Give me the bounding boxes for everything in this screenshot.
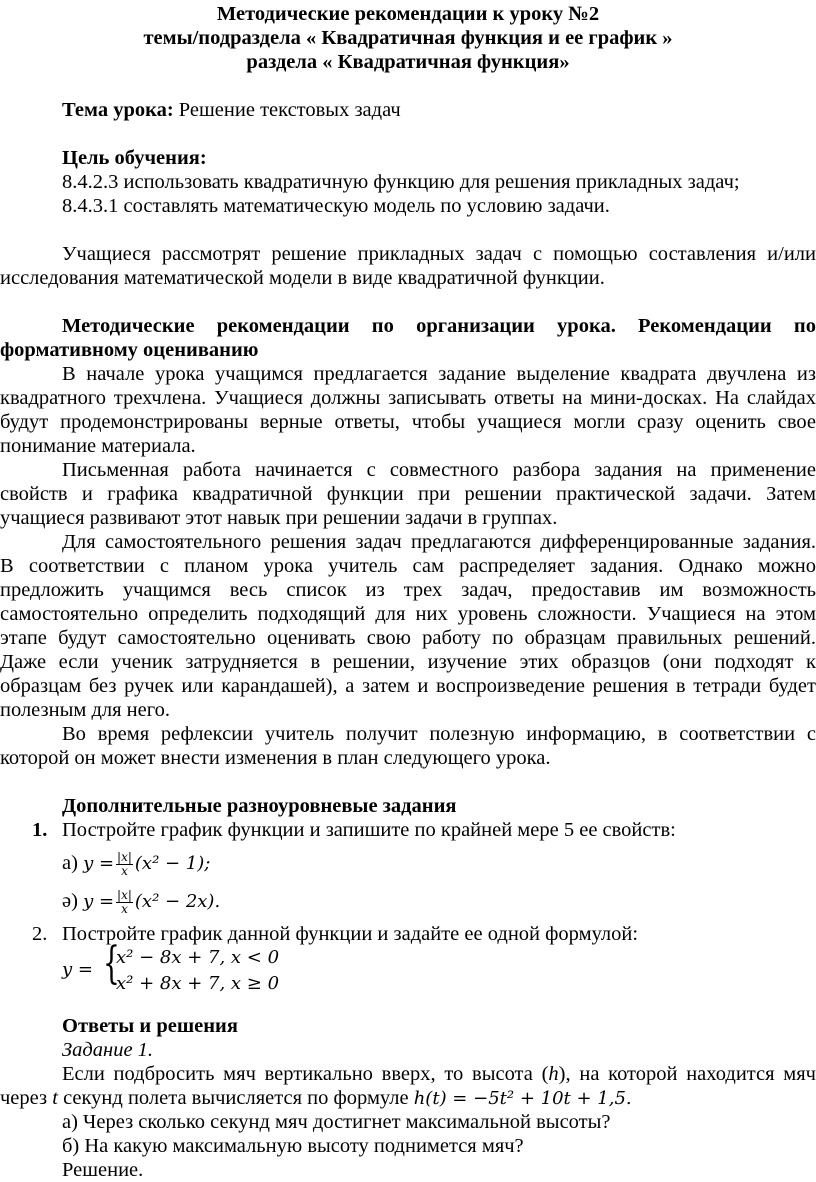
task2-number: 2. — [32, 923, 48, 945]
task1-a-rhs: (x² − 1); — [134, 853, 211, 874]
methods-p2-line: свойств и графика квадратичной функции при решении практической задачи. Затем — [0, 483, 816, 505]
topic-line — [62, 98, 401, 122]
answers-line-1 — [62, 1062, 816, 1086]
methods-p3-line: Для самостоятельного решения задач предлагаются дифференцированные задания. — [62, 531, 816, 553]
task1-a — [62, 846, 210, 881]
methods-p4-line: Во время рефлексии учитель получит полезную информацию, в соответствии с — [62, 723, 816, 745]
methods-p1-line: понимание материала. — [0, 435, 196, 457]
methods-p1-line: В начале урока учащимся предлагается задание выделение квадрата двучлена из — [62, 363, 816, 385]
methods-p2-line: учащиеся развивают этот навык при решении задачи в группах. — [0, 507, 558, 529]
intro-line-2: исследования математической модели в виде квадратичной функции. — [0, 267, 605, 289]
methods-p3-line: полезным для него. — [0, 699, 171, 721]
answers-var-t: t — [52, 1087, 58, 1109]
task1-text: Постройте график функции и запишите по крайней мере 5 ее свойств: — [62, 819, 676, 841]
task2-lhs: y = — [62, 959, 93, 980]
methods-p3-line: этапе будут самостоятельно оценивать свою работу по образцам правильных решений. — [0, 627, 816, 649]
methods-p1-line: будут продемонстрированы верные ответы, чтобы учащиеся могли сразу оценить свое — [0, 411, 816, 433]
answers-line-1-a: Если подбросить мяч вертикально вверх, то высота ( — [62, 1063, 549, 1085]
goal-item-1: 8.4.2.3 использовать квадратичную функцию для решения прикладных задач; — [62, 171, 740, 193]
answers-task-label: Задание 1. — [62, 1039, 154, 1061]
methods-p3-line: образцам без ручек или карандашей), а затем и воспроизведение решения в тетради будет — [0, 675, 816, 697]
left-brace: { — [103, 938, 120, 989]
methods-p3-line: самостоятельно определить подходящий для них уровень сложности. Учащиеся на этом — [0, 603, 816, 625]
task1-a-lhs: y = — [83, 853, 115, 874]
answers-question-b: б) На какую максимальную высоту поднимется мяч? — [62, 1135, 524, 1157]
task1-b — [62, 884, 220, 919]
methods-p3-line: предложить учащимся весь список из трех задач, предоставив им возможность — [0, 579, 816, 601]
answers-line-1-b: ), на которой находится мяч — [558, 1063, 816, 1085]
task2-text: Постройте график данной функции и задайте ее одной формулой: — [62, 923, 639, 945]
goal-item-2: 8.4.3.1 составлять математическую модель по условию задачи. — [62, 195, 610, 217]
answers-line-2-b: секунд полета вычисляется по формуле — [57, 1087, 414, 1109]
answers-var-h: h — [548, 1063, 559, 1085]
answers-title: Ответы и решения — [62, 1015, 238, 1037]
task1-number: 1. — [32, 819, 48, 841]
task1-b-label: ә) — [62, 890, 84, 912]
task2-case-1: x² − 8x + 7, x < 0 — [116, 947, 280, 968]
task1-b-rhs: (x² − 2x). — [134, 891, 221, 912]
answers-line-2-a: через — [0, 1087, 53, 1109]
answers-formula: h(t) = −5t² + 10t + 1,5. — [413, 1088, 632, 1109]
topic-label: Тема урока: — [62, 99, 174, 121]
fraction-numerator: |x| — [117, 887, 132, 902]
answers-question-a: а) Через сколько секунд мяч достигнет максимальной высоты? — [62, 1111, 611, 1133]
methods-p3-line: В соответствии с планом урока учитель сам распределяет задания. Однако можно — [0, 555, 816, 577]
methods-p3-line: Даже если ученик затрудняется в решении, изучение этих образцов (они подходят к — [0, 651, 816, 673]
topic-value: Решение текстовых задач — [173, 99, 401, 121]
task1-a-label: а) — [62, 852, 84, 874]
methods-title-1: Методические рекомендации по организации урока. Рекомендации по — [62, 315, 816, 337]
task1-b-lhs: y = — [83, 891, 115, 912]
fraction — [116, 889, 133, 916]
methods-title-2: формативному оцениванию — [0, 339, 259, 361]
answers-line-2 — [0, 1086, 632, 1111]
methods-p4-line: которой он может внести изменения в план следующего урока. — [0, 747, 551, 769]
goal-label: Цель обучения: — [62, 147, 207, 169]
header-line-1: Методические рекомендации к уроку №2 — [216, 3, 600, 25]
header-line-3: раздела « Квадратичная функция» — [246, 51, 570, 73]
fraction-denominator: x — [121, 901, 128, 916]
fraction-denominator: x — [121, 863, 128, 878]
intro-line-1: Учащиеся рассмотрят решение прикладных задач с помощью составления и/или — [62, 243, 816, 265]
methods-p2-line: Письменная работа начинается с совместного разбора задания на применение — [62, 459, 816, 481]
task2-case-2: x² + 8x + 7, x ≥ 0 — [116, 973, 280, 994]
answers-solution-label: Решение. — [62, 1159, 144, 1181]
fraction — [116, 851, 133, 878]
header-line-2: темы/подраздела « Квадратичная функция и ее график » — [143, 27, 673, 49]
extra-title: Дополнительные разноуровневые задания — [62, 795, 457, 817]
fraction-numerator: |x| — [117, 849, 132, 864]
methods-p1-line: квадратного трехчлена. Учащиеся должны записывать ответы на мини-досках. На слайдах — [0, 387, 816, 409]
